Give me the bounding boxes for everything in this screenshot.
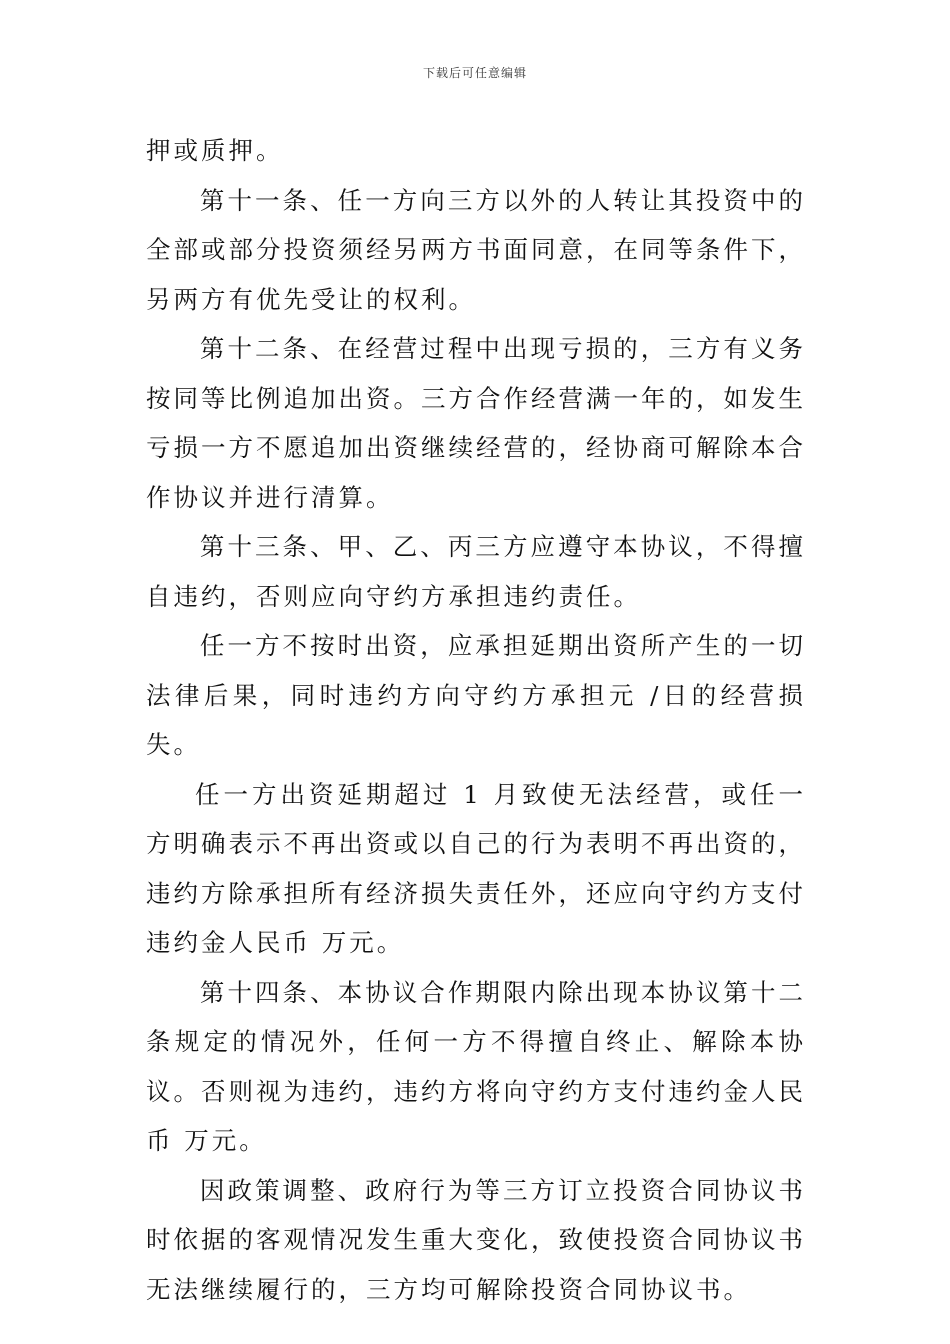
document-body [146,126,806,1314]
paragraph-article-12: 第十二条、在经营过程中出现亏损的，三方有义务按同等比例追加出资。三方合作经营满一年的，如发生亏损一方不愿追加出资继续经营的，经协商可解除本合作协议并进行清算。 [146,334,806,512]
paragraph-article-14: 第十四条、本协议合作期限内除出现本协议第十二条规定的情况外，任何一方不得擅自终止、解除本协议。否则视为违约，违约方将向守约方支付违约金人民币 万元。 [146,977,806,1155]
paragraph-article-13: 第十三条、甲、乙、丙三方应遵守本协议，不得擅自违约，否则应向守约方承担违约责任。 [146,532,806,611]
paragraph-late-payment: 任一方不按时出资，应承担延期出资所产生的一切法律后果，同时违约方向守约方承担元 /日的经营损失。 [146,631,806,759]
page-header: 下载后可任意编辑 [422,66,527,80]
paragraph-article-11: 第十一条、任一方向三方以外的人转让其投资中的全部或部分投资须经另两方书面同意，在同等条件下，另两方有优先受让的权利。 [146,185,806,314]
paragraph-policy-change: 因政策调整、政府行为等三方订立投资合同协议书时依据的客观情况发生重大变化，致使投资合同协议书无法继续履行的，三方均可解除投资合同协议书。 [146,1175,806,1304]
paragraph-default-penalty: 任一方出资延期超过 1 月致使无法经营，或任一方明确表示不再出资或以自己的行为表明不再出资的，违约方除承担所有经济损失责任外，还应向守约方支付违约金人民币 万元。 [146,779,806,957]
paragraph-continuation: 押或质押。 [146,136,284,165]
